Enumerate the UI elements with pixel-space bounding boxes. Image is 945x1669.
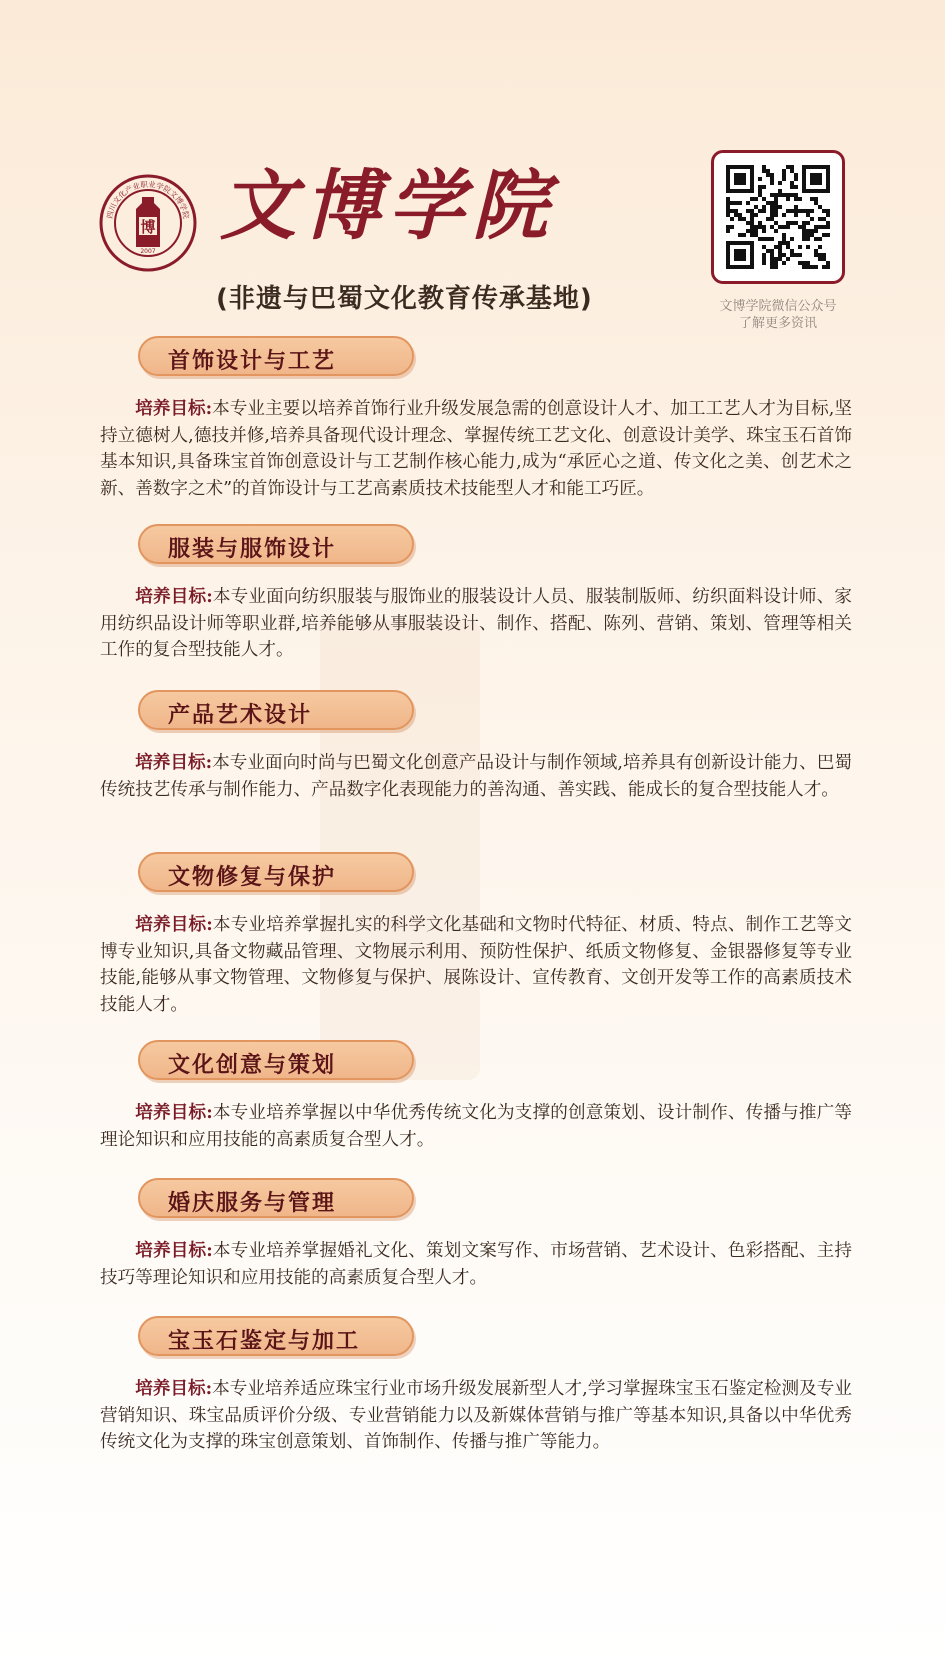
qr-code-icon [726,165,830,269]
paragraph-text: 本专业培养适应珠宝行业市场升级发展新型人才,学习掌握珠宝玉石鉴定检测及专业营销知识、珠宝品质评价分级、专业营销能力以及新媒体营销与推广等基本知识,具备以中华优秀传统文化为支撑的珠宝创意策划、首饰制作、传播与推广等能力。 [100,1379,852,1452]
paragraph-lead: 培养目标: [135,1240,213,1261]
paragraph-text: 本专业面向时尚与巴蜀文化创意产品设计与制作领域,培养具有创新设计能力、巴蜀传统技艺传承与制作能力、产品数字化表现能力的善沟通、善实践、能成长的复合型技能人才。 [100,753,852,800]
header [0,0,945,340]
svg-text:博: 博 [140,218,156,236]
section-paragraph [100,912,852,1018]
section-paragraph [100,1376,852,1456]
section-paragraph [100,1238,852,1291]
paragraph-lead: 培养目标: [135,752,213,773]
college-seal-logo [98,173,198,273]
section-title-text: 婚庆服务与管理 [168,1190,337,1216]
qr-code[interactable] [711,150,845,284]
paragraph-lead: 培养目标: [135,586,213,607]
section-title-text: 首饰设计与工艺 [168,348,337,374]
paragraph-lead: 培养目标: [135,914,213,935]
section-paragraph [100,584,852,664]
qr-caption-line1: 文博学院微信公众号 [719,299,837,314]
paragraph-lead: 培养目标: [135,1102,213,1123]
section-title-text: 服装与服饰设计 [168,536,337,562]
section-title-text: 产品艺术设计 [168,702,313,728]
paragraph-text: 本专业培养掌握扎实的科学文化基础和文物时代特征、材质、特点、制作工艺等文博专业知识,具备文物藏品管理、文物展示利用、预防性保护、纸质文物修复、金银器修复等专业技能,能够从事文物管理、文物修复与保护、展陈设计、宣传教育、文创开发等工作的高素质技术技能人才。 [100,915,852,1015]
paragraph-text: 本专业主要以培养首饰行业升级发展急需的创意设计人才、加工工艺人才为目标,坚持立德树人,德技并修,培养具备现代设计理念、掌握传统工艺文化、创意设计美学、珠宝玉石首饰基本知识,具备珠宝首饰创意设计与工艺制作核心能力,成为“承匠心之道、传文化之美、创艺术之新、善数字之术”的首饰设计与工艺高素质技术技能型人才和能工巧匠。 [100,399,852,499]
section-paragraph [100,1100,852,1153]
section-title-wedding-service [138,1178,414,1218]
paragraph-lead: 培养目标: [135,398,213,419]
section-title-text: 文物修复与保护 [168,864,337,890]
section-paragraph [100,396,852,502]
qr-caption-line2: 了解更多资讯 [738,316,817,331]
section-title-jewelry-design [138,336,414,376]
paragraph-text: 本专业面向纺织服装与服饰业的服装设计人员、服装制版师、纺织面料设计师、家用纺织品设计师等职业群,培养能够从事服装设计、制作、搭配、陈列、营销、策划、管理等相关工作的复合型技能人才。 [100,587,852,660]
section-title-text: 宝玉石鉴定与加工 [168,1328,361,1354]
section-title-text: 文化创意与策划 [168,1052,337,1078]
paragraph-lead: 培养目标: [135,1378,213,1399]
section-paragraph [100,750,852,803]
paragraph-text: 本专业培养掌握婚礼文化、策划文案写作、市场营销、艺术设计、色彩搭配、主持技巧等理论知识和应用技能的高素质复合型人才。 [100,1241,852,1288]
paragraph-text: 本专业培养掌握以中华优秀传统文化为支撑的创意策划、设计制作、传播与推广等理论知识和应用技能的高素质复合型人才。 [100,1103,852,1150]
section-title-fashion-design [138,524,414,564]
svg-text:2007: 2007 [140,248,156,255]
brand-subtitle: (非遗与巴蜀文化教育传承基地) [216,284,593,314]
svg-text:四川文化产业职业学院文博学院: 四川文化产业职业学院文博学院 [105,179,191,220]
section-title-relic-restoration [138,852,414,892]
qr-caption [700,298,856,332]
section-title-gem-appraisal [138,1316,414,1356]
section-title-cultural-creative-planning [138,1040,414,1080]
section-title-product-art-design [138,690,414,730]
brand-title: 文博学院 [220,161,556,250]
